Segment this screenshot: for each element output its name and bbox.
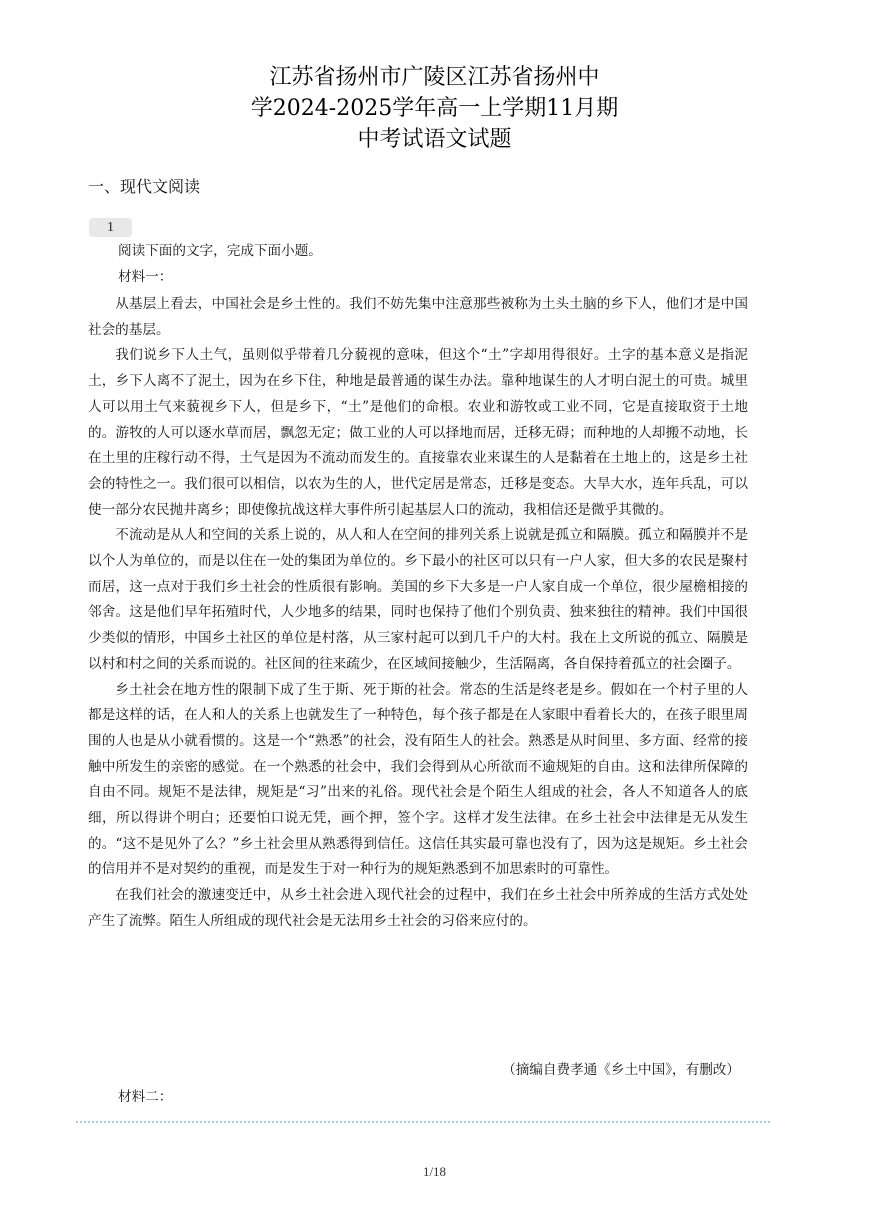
paragraph-2: 我们说乡下人土气，虽则似乎带着几分藐视的意味，但这个“土”字却用得很好。土字的基本意义是指泥土，乡下人离不了泥土，因为在乡下住，种地是最普通的谋生办法。靠种地谋生的人才明白泥土的可贵。城里人可以用土气来藐视乡下人，但是乡下，“土”是他们的命根。农业和游牧或工业不同，它是直接取资于土地的。游牧的人可以逐水草而居，飘忽无定；做工业的人可以择地而居，迁移无碍；而种地的人却搬不动地，长在土里的庄稼行动不得，土气是因为不流动而发生的。直接靠农业来谋生的人是黏着在土地上的，这是乡土社会的特性之一。我们很可以相信，以农为生的人，世代定居是常态，迁移是变态。大旱大水，连年兵乱，可以使一部分农民抛井离乡；即使像抗战这样大事件所引起基层人口的流动，我相信还是微乎其微的。: [88, 347, 748, 518]
reading-passage: [88, 292, 748, 935]
section-heading: 一、现代文阅读: [88, 177, 201, 196]
title-line-3: 中考试语文试题: [357, 127, 512, 152]
paragraph-1: 从基层上看去，中国社会是乡土性的。我们不妨先集中注意那些被称为土头土脑的乡下人，他们才是中国社会的基层。: [88, 296, 748, 338]
paragraph-4: 乡土社会在地方性的限制下成了生于斯、死于斯的社会。常态的生活是终老是乡。假如在一个村子里的人都是这样的话，在人和人的关系上也就发生了一种特色，每个孩子都是在人家眼中看着长大的，在孩子眼里周围的人也是从小就看惯的。这是一个“熟悉”的社会，没有陌生人的社会。熟悉是从时间里、多方面、经常的接触中所发生的亲密的感觉。在一个熟悉的社会中，我们会得到从心所欲而不逾规矩的自由。这和法律所保障的自由不同。规矩不是法律，规矩是“习”出来的礼俗。现代社会是个陌生人组成的社会，各人不知道各人的底细，所以得讲个明白；还要怕口说无凭，画个押，签个字。这样才发生法律。在乡土社会中法律是无从发生的。“这不是见外了么？”乡土社会里从熟悉得到信任。这信任其实最可靠也没有了，因为这是规矩。乡土社会的信用并不是对契约的重视，而是发生于对一种行为的规矩熟悉到不加思索时的可靠性。: [88, 681, 748, 878]
page-number: 1/18: [422, 1164, 447, 1179]
material-one-label: 材料一：: [118, 269, 173, 285]
page-divider: [76, 1121, 770, 1123]
instruction-text: 阅读下面的文字，完成下面小题。: [118, 243, 322, 259]
document-title: [180, 62, 689, 155]
paragraph-5: 在我们社会的激速变迁中，从乡土社会进入现代社会的过程中，我们在乡土社会中所养成的生活方式处处产生了流弊。陌生人所组成的现代社会是无法用乡土社会的习俗来应付的。: [88, 887, 748, 929]
source-citation: （摘编自费孝通《乡土中国》，有删改）: [502, 1062, 740, 1078]
material-two-label: 材料二：: [118, 1089, 173, 1105]
title-line-2: 学2024-2025学年高一上学期11月期: [250, 96, 619, 121]
title-line-1: 江苏省扬州市广陵区江苏省扬州中: [269, 65, 600, 90]
question-number-badge: 1: [89, 218, 132, 237]
paragraph-3: 不流动是从人和空间的关系上说的，从人和人在空间的排列关系上说就是孤立和隔膜。孤立和隔膜并不是以个人为单位的，而是以住在一处的集团为单位的。乡下最小的社区可以只有一户人家，但大多的农民是聚村而居，这一点对于我们乡土社会的性质很有影响。美国的乡下大多是一户人家自成一个单位，很少屋檐相接的邻舍。这是他们早年拓殖时代，人少地多的结果，同时也保持了他们个别负责、独来独往的精神。我们中国很少类似的情形，中国乡土社区的单位是村落，从三家村起可以到几千户的大村。我在上文所说的孤立、隔膜是以村和村之间的关系而说的。社区间的往来疏少，在区域间接触少，生活隔离，各自保持着孤立的社会圈子。: [88, 527, 748, 672]
